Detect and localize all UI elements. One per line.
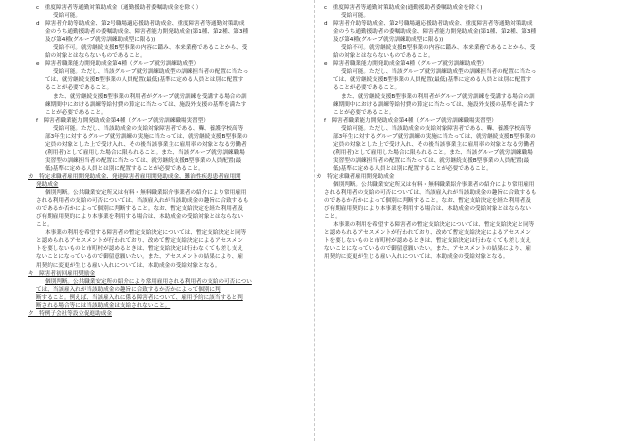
text-line: 実習型の訓練担当者の配置に当たっては、就労継続支援B型事業の人員配置(最 bbox=[45, 157, 242, 164]
text-line: トを要しないものと市町村が認めるときは、暫定支給決定は行わなくても差し支え bbox=[324, 238, 531, 245]
text-line: 練期間中における訓練等給付費の算定に当たっては、施設外支援の基準を満たす bbox=[333, 101, 535, 108]
text-line: 金のうち通勤援助者の委嘱助成金、障害者能力開発助成金(第1種、第2種、第3種 bbox=[45, 29, 249, 36]
text-line: ては、当該雇入れが当該助成金の趣旨に合致するか否かによって個別に判 bbox=[36, 286, 221, 293]
text-line: 低)基準に定める人員とは別に配置することが必要であること。 bbox=[45, 165, 204, 172]
text-line: e 障害者職業能力開発助成金第4種（グループ就労訓練助成型） bbox=[36, 61, 200, 68]
text-line: のであるか否かによって個別に判断すること。なお、暫定支給決定を経た利用者及 bbox=[324, 198, 531, 205]
text-line: 個別判断。公共職業安定所の紹介により常用雇用される利用者の支給の可否につい bbox=[45, 278, 252, 285]
text-line: 定員の対象とした上で受け入れ、その後当該事業主に雇用率の対象となる労働者 bbox=[333, 141, 535, 148]
text-line: ことが必要であること。 bbox=[45, 109, 107, 116]
text-line: (利用者)として雇用した場合に限られること。また、当該グループ就労訓練職場 bbox=[45, 149, 245, 156]
text-line: 用契約に変更が生じる雇い入れについては、本助成金の受給対象となる。 bbox=[36, 262, 221, 269]
text-line: 及び第4種(グループ就労訓練助成型に限る)) bbox=[333, 37, 444, 44]
text-line: 受給不可。就労継続支援B型事業の内容に鑑み、本来業務であることから、受 bbox=[341, 45, 536, 52]
text-line: と認められるアセスメントが行われており、改めて暫定支給決定によるアセスメン bbox=[324, 230, 531, 237]
text-line: 低)基準に定める人員とは別に配置することが必要であること。 bbox=[333, 165, 492, 172]
text-line: カ 特定求職者雇用開発助成金 bbox=[316, 173, 395, 180]
text-line: ることが必要であること。 bbox=[45, 85, 113, 92]
text-line: ることが必要であること。 bbox=[333, 85, 401, 92]
text-line: 受給可能。 bbox=[341, 13, 369, 20]
text-line: f 障害者職業能力開発助成金第4種（グループ就労訓練職場実習型） bbox=[324, 117, 497, 124]
text-line: び有期雇用契約により本事業を利用する場合は、本助成金の受給対象とはならない bbox=[36, 214, 243, 221]
text-line: 給の対象とはならないものであること。 bbox=[45, 53, 146, 60]
text-line: こと。 bbox=[324, 214, 341, 221]
text-line: f 障害者職業能力開発助成金第4種（グループ就労訓練職場実習型） bbox=[36, 117, 209, 124]
text-line: e 障害者職業能力開発助成金第4種（グループ就労訓練助成型） bbox=[324, 61, 488, 68]
text-line: 受給不可。就労継続支援B型事業の内容に鑑み、本来業務であることから、受 bbox=[53, 45, 248, 52]
text-line: 受給可能。 bbox=[53, 13, 81, 20]
text-line: 個別判断。公共職業安定所又は有料・無料職業紹介事業者の紹介により常用雇用 bbox=[333, 182, 535, 189]
column-divider bbox=[314, 0, 315, 441]
text-line: 金のうち通勤援助者の委嘱助成金、障害者能力開発助成金(第1種、第2種、第3種 bbox=[333, 29, 537, 36]
text-line: される利用者の支給の可否については、当該雇入れが当該助成金の趣旨に合致するも bbox=[36, 198, 249, 205]
right-column bbox=[316, 0, 602, 445]
text-line: ク 特例子会社等設立促進助成金 bbox=[28, 310, 112, 317]
text-line: こと。 bbox=[36, 222, 53, 229]
text-line: c 重度障害者等通勤対策助成金（通勤援助者委嘱助成金を除く） bbox=[36, 5, 202, 11]
text-line: 練期間中における訓練等給付費の算定に当たっては、施設外支援の基準を満たす bbox=[45, 101, 247, 108]
left-column bbox=[28, 0, 314, 445]
text-line: 部3年生に対するグループ就労訓練の実施に当たっては、就労継続支援B型事業の bbox=[333, 133, 536, 140]
text-line: また、就労継続支援B型事業の利用者がグループ就労訓練を受講する場合の訓 bbox=[53, 93, 247, 100]
text-line: ないことになっているので御留意願いたい。また、アセスメントの結果により、雇 bbox=[36, 254, 243, 261]
text-line: ないことになっているので御留意願いたい。また、アセスメントの結果により、雇 bbox=[324, 246, 531, 253]
text-line: 受給可能。ただし、当該グループ就労訓練助成型の訓練担当者の配置に当たっ bbox=[341, 69, 537, 76]
text-line: 発助成金 bbox=[36, 182, 59, 189]
text-line: ては、就労継続支援B型事業の人員配置(最低)基準に定める人員とは別に配置す bbox=[333, 77, 532, 84]
text-line: 及び第4種(グループ就労訓練助成型に限る)) bbox=[45, 37, 156, 44]
text-line: 給の対象とはならないものであること。 bbox=[333, 53, 434, 60]
text-line: 本事業の利用を希望する障害者の暫定支給決定については、暫定支給決定と同等 bbox=[45, 230, 247, 237]
text-line: される利用者の支給の可否については、当該雇入れが当該助成金の趣旨に合致するも bbox=[324, 190, 537, 197]
text-line: トを要しないものと市町村が認めるときは、暫定支給決定は行わなくても差し支え bbox=[36, 246, 243, 253]
text-line: 実習型の訓練担当者の配置に当たっては、就労継続支援B型事業の人員配置(最 bbox=[333, 157, 530, 164]
text-line: ことが必要であること。 bbox=[333, 109, 395, 116]
text-line: c 重度障害者等通勤対策助成金(通勤援助者委嘱助成金を除く) bbox=[324, 5, 483, 11]
text-line: と認められるアセスメントが行われており、改めて暫定支給決定によるアセスメン bbox=[36, 238, 243, 245]
text-line: 断される場合等には当該助成金は支給されないこと。 bbox=[36, 302, 171, 309]
text-line: (利用者)として雇用した場合に限られること。また、当該グループ就労訓練職場 bbox=[333, 149, 533, 156]
text-line: 用契約に変更が生じる雇い入れについては、本助成金の受給対象となる。 bbox=[324, 254, 509, 261]
text-line: 本事業の利用を希望する障害者の暫定支給決定については、暫定支給決定と同等 bbox=[333, 222, 535, 229]
text-line: ては、就労継続支援B型事業の人員配置(最低)基準に定める人員とは別に配置す bbox=[45, 77, 244, 84]
text-line: のであるか否かによって個別に判断すること。なお、暫定支給決定を経た利用者及 bbox=[36, 206, 243, 213]
text-line: また、就労継続支援B型事業の利用者がグループ就労訓練を受講する場合の訓 bbox=[341, 93, 535, 100]
text-line: 部3年生に対するグループ就労訓練の実施に当たっては、就労継続支援B型事業の bbox=[45, 133, 248, 140]
text-line: 個別判断。公共職業安定所又は有料・無料職業紹介事業者の紹介により常用雇用 bbox=[45, 190, 247, 197]
text-line: び有期雇用契約により本事業を利用する場合は、本助成金の受給対象とはならない bbox=[324, 206, 531, 213]
text-line: d 障害者介助等助成金、第2号職場適応援助者助成金、重度障害者等通勤対策助成 bbox=[324, 21, 533, 28]
text-line: キ 障害者初回雇用奨励金 bbox=[28, 270, 96, 277]
text-line: 定員の対象とした上で受け入れ、その後当該事業主に雇用率の対象となる労働者 bbox=[45, 141, 247, 148]
text-line: d 障害者介助等助成金、第2号職場適応援助者助成金、重度障害者等通勤対策助成 bbox=[36, 21, 245, 28]
text-line: 受給可能。ただし、当該グループ就労訓練助成型の訓練担当者の配置に当たっ bbox=[53, 69, 249, 76]
text-line: カ 特定求職者雇用開発助成金、発達障害者雇用開発助成金、難治性疾患患者雇用開 bbox=[28, 173, 241, 180]
text-line: 断すること。例えば、当該雇入れに係る障害者について、雇用予約に該当すると判 bbox=[36, 294, 243, 301]
text-line: 受給可能。ただし、当該助成金の支給対象障害者である、聾、養護学校高等 bbox=[341, 125, 532, 132]
text-line: 受給可能。ただし、当該助成金の支給対象障害者である、聾、養護学校高等 bbox=[53, 125, 244, 132]
